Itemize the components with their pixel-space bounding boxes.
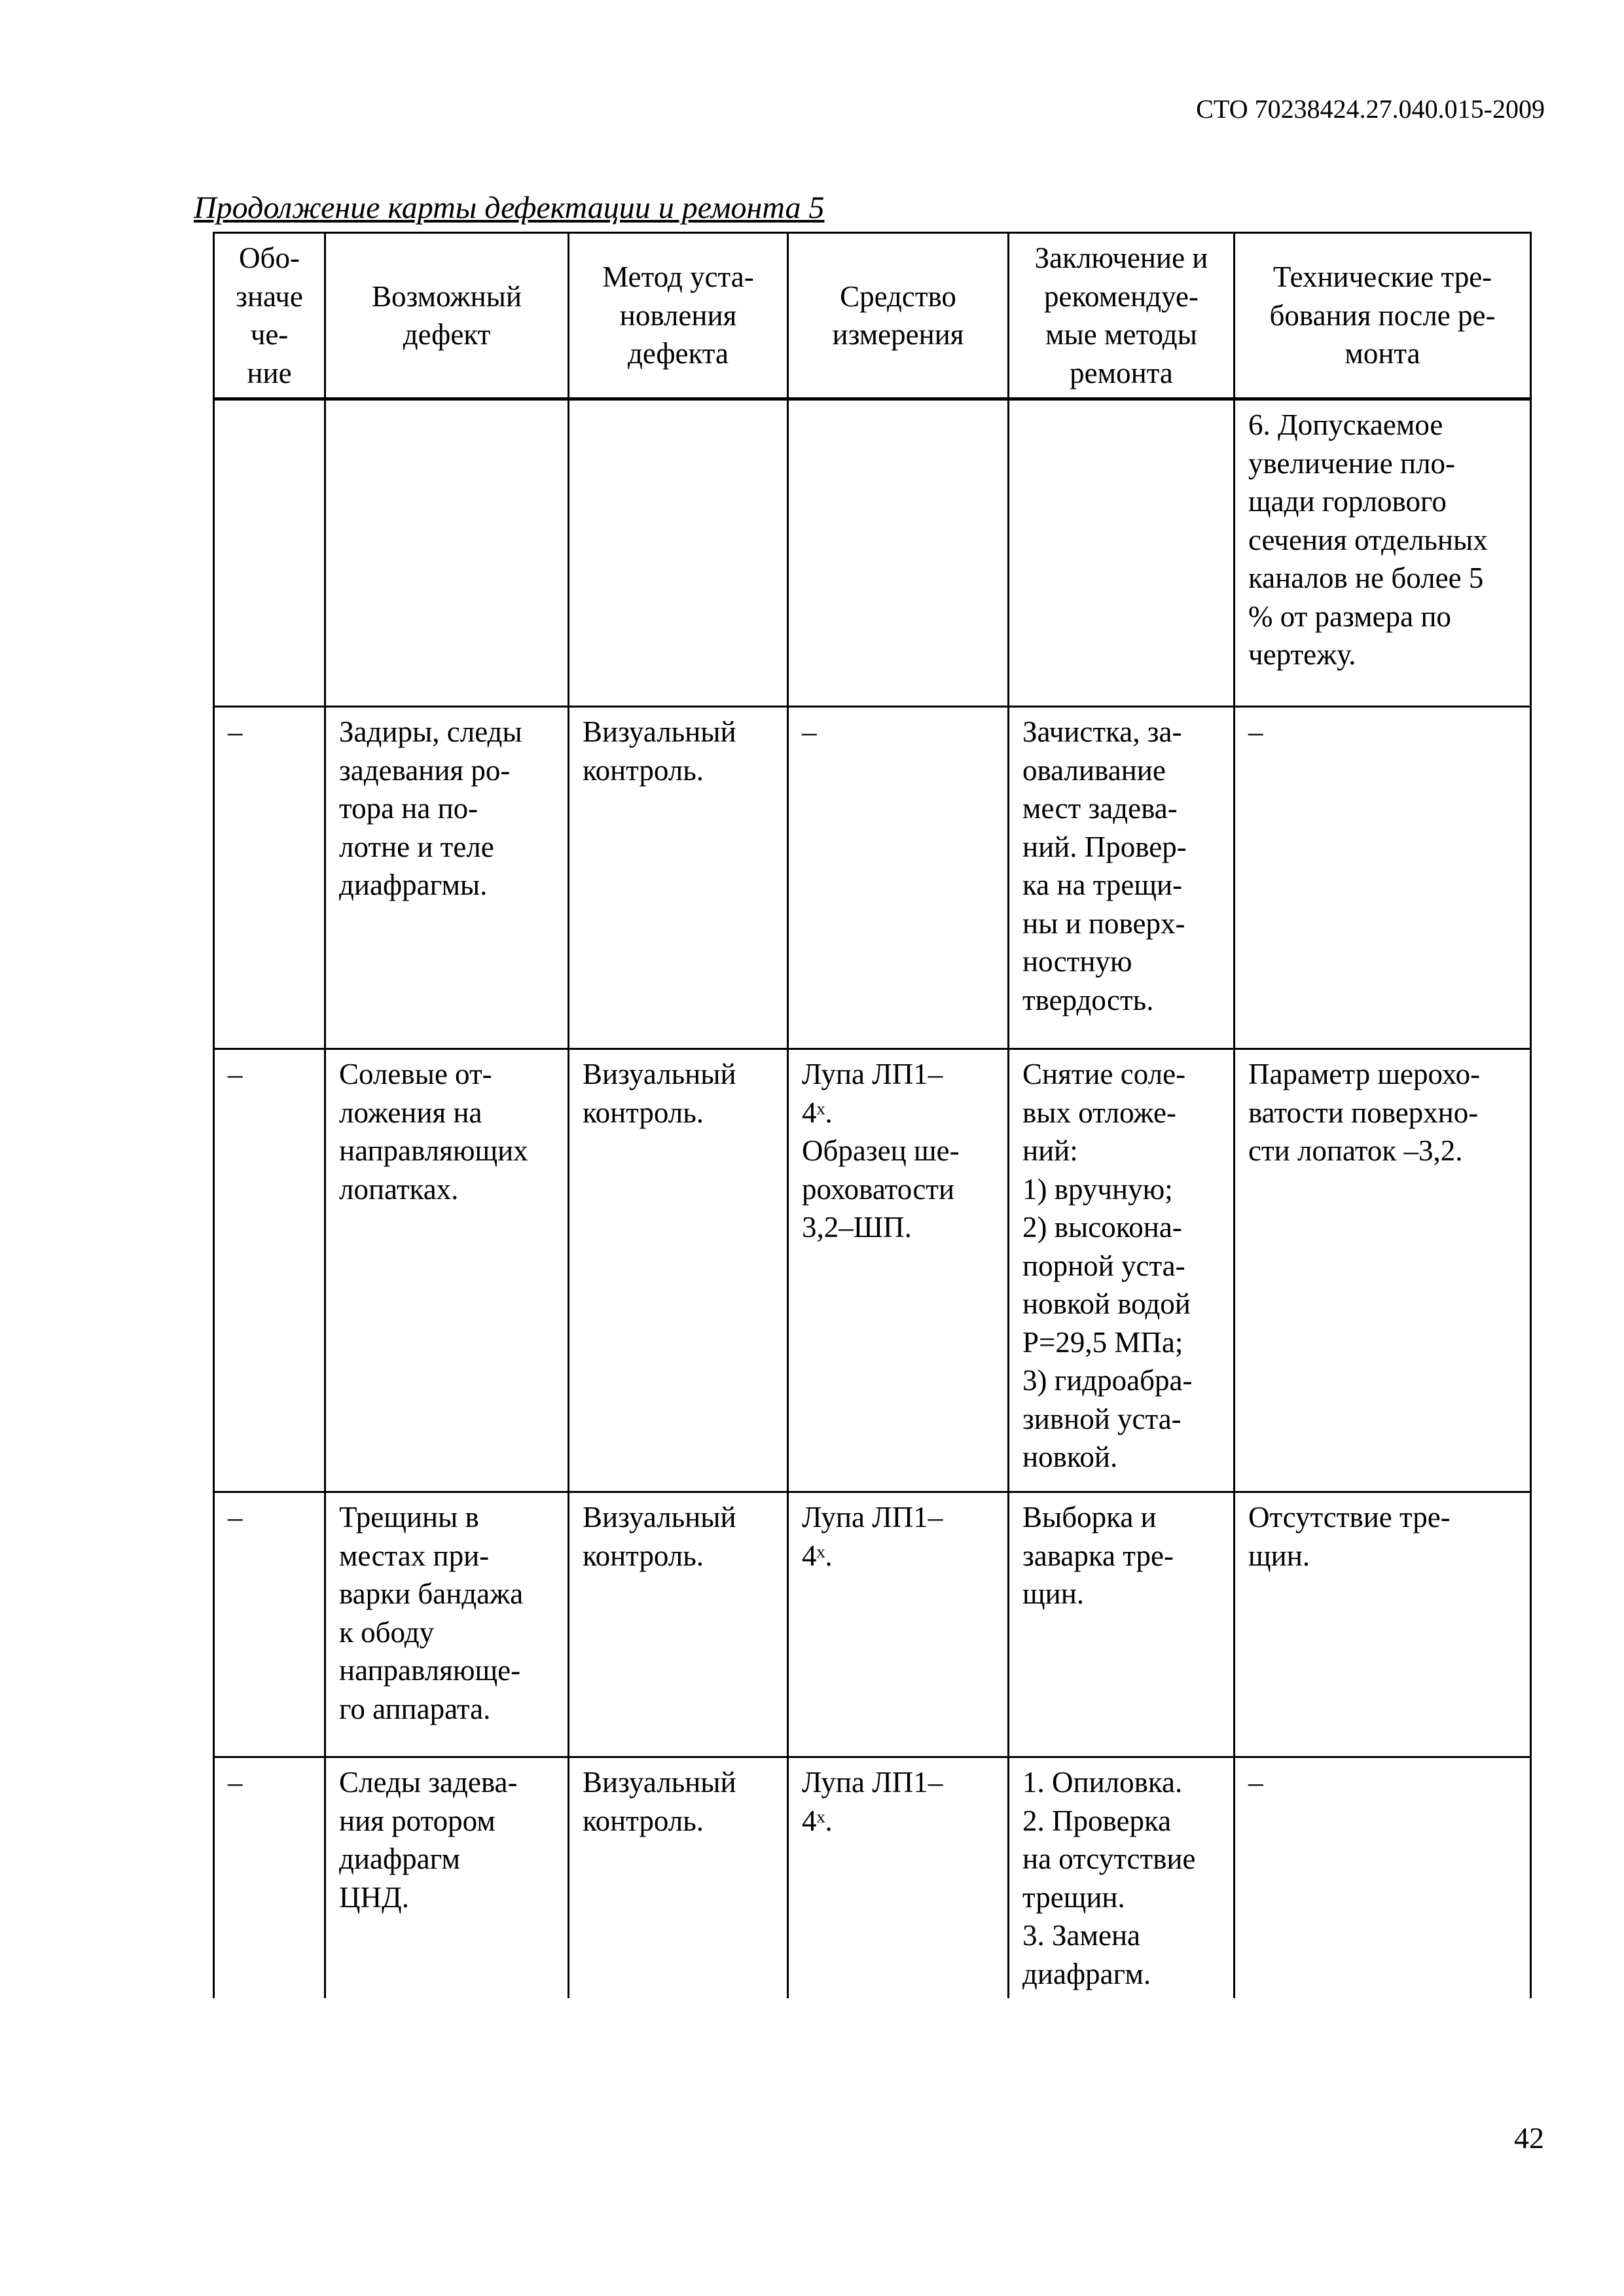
column-header-method: Метод уста- новления дефекта	[569, 233, 788, 399]
cell-requirements: –	[1235, 1757, 1531, 1999]
cell-repair	[1009, 399, 1235, 707]
cell-defect: Задиры, следы задевания ро- тора на по- лотне и теле диафрагмы.	[325, 707, 569, 1049]
cell-method: Визуальный контроль.	[569, 707, 788, 1049]
cell-instrument: Лупа ЛП1– 4ˣ.	[788, 1492, 1009, 1757]
column-header-defect: Возможный дефект	[325, 233, 569, 399]
cell-instrument	[788, 399, 1009, 707]
cell-requirements: –	[1235, 707, 1531, 1049]
cell-requirements: Отсутствие тре- щин.	[1235, 1492, 1531, 1757]
cell-designation: –	[214, 1049, 325, 1492]
table-row	[214, 707, 1531, 1049]
defect-repair-table	[213, 232, 1532, 1998]
cell-defect	[325, 399, 569, 707]
table-row	[214, 1757, 1531, 1999]
cell-method: Визуальный контроль.	[569, 1757, 788, 1999]
cell-method	[569, 399, 788, 707]
table-header-row	[214, 233, 1531, 399]
cell-method: Визуальный контроль.	[569, 1049, 788, 1492]
table-row	[214, 1492, 1531, 1757]
cell-repair: Выборка и заварка тре- щин.	[1009, 1492, 1235, 1757]
cell-designation: –	[214, 707, 325, 1049]
column-header-requirements: Технические тре- бования после ре- монта	[1235, 233, 1531, 399]
cell-designation: –	[214, 1757, 325, 1999]
column-header-repair: Заключение и рекомендуе- мые методы ремонта	[1009, 233, 1235, 399]
cell-instrument: –	[788, 707, 1009, 1049]
cell-repair: Зачистка, за- оваливание мест задева- ний. Провер- ка на трещи- ны и поверх- ностную твердость.	[1009, 707, 1235, 1049]
cell-defect: Следы задева- ния ротором диафрагм ЦНД.	[325, 1757, 569, 1999]
cell-repair: 1. Опиловка. 2. Проверка на отсутствие трещин. 3. Замена диафрагм.	[1009, 1757, 1235, 1999]
cell-defect: Трещины в местах при- варки бандажа к ободу направляюще- го аппарата.	[325, 1492, 569, 1757]
page-number: 42	[1514, 2121, 1544, 2155]
table-row	[214, 399, 1531, 707]
cell-instrument: Лупа ЛП1– 4ˣ.	[788, 1757, 1009, 1999]
cell-requirements: 6. Допускаемое увеличение пло- щади горлового сечения отдельных каналов не более 5 % от размера по чертежу.	[1235, 399, 1531, 707]
cell-method: Визуальный контроль.	[569, 1492, 788, 1757]
cell-instrument: Лупа ЛП1– 4ˣ. Образец ше- роховатости 3,2–ШП.	[788, 1049, 1009, 1492]
table-caption: Продолжение карты дефектации и ремонта 5	[194, 190, 825, 225]
cell-repair: Снятие соле- вых отложе- ний: 1) вручную; 2) высокона- порной уста- новкой водой Р=29,5 МПа; 3) гидроабра- зивной уста- новкой.	[1009, 1049, 1235, 1492]
cell-defect: Солевые от- ложения на направляющих лопатках.	[325, 1049, 569, 1492]
table-row	[214, 1049, 1531, 1492]
cell-designation: –	[214, 1492, 325, 1757]
cell-requirements: Параметр шерохо- ватости поверхно- сти лопаток –3,2.	[1235, 1049, 1531, 1492]
column-header-instrument: Средство измерения	[788, 233, 1009, 399]
cell-designation	[214, 399, 325, 707]
column-header-designation: Обо- значе че- ние	[214, 233, 325, 399]
document-code: СТО 70238424.27.040.015-2009	[1196, 94, 1545, 124]
